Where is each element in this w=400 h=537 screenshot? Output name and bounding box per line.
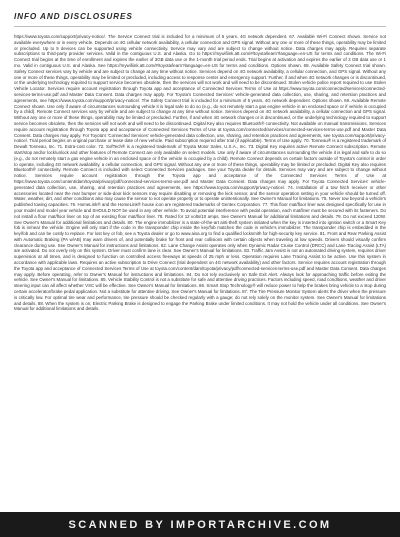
- section-heading: INFO AND DISCLOSURES: [14, 12, 133, 21]
- heading-divider: [14, 26, 386, 27]
- scan-watermark-bar: [0, 512, 400, 537]
- scan-watermark-text: SCANNED BY IMPORTARCHIVE.COM: [68, 518, 332, 531]
- disclosure-paragraph: https://www.toyota.com/support/privacy-notice/. The Service Connect trial is included for a minimum of 5 years. 4G network dependent. 67. Available Wi-Fi Connect shown. Service not available everywhere or in every vehicle. Depends on 4G cellular network availability, a cellular connection and GPS signal. Without any one or more of these things, operability may be limited or precluded. Up to 5 devices can be supported using vehicle connectivity. Service may vary and are subject to change without notice. Data charges may apply. Requires separate subscriptions to third-party provider services. Valid in the contiguous U.S. and Alaska. Go to https://mywifiink.att.com/#/toyota/learn?language=en-US for terms and conditions. The Wi-Fi Connect trial begins at the time of enrollment and expires the earlier of 3GB data use or the 1-month trial period ends. Trial begins at activation and expires the earlier of 3 GB data use or 1 mo. Valid in contiguous U.S. and Alaska. See https://mywifiink.att.com/#/toyota/learn?language=en-US for terms and conditions. Options shown. 68. Available Safety Connect trial shown. Safety Connect services vary by vehicle and are subject to change at any time without notice. Services depend on 4G network availability, a cellular connection, and GPS signal. Without any one or more of these things, operability may be limited or precluded, including access to response center and emergency support. Further, if and when 4G network changes or is discontinued, or the underlying technology required to support service becomes obsolete, then the services will not work and will need to be discontinued. Stolen vehicle police report required to use Stolen Vehicle Locator. Services require account registration through Toyota app and acceptance of Connected Services Terms of Use at https://www.toyota.com/connected/services/connected-services-terms-use.pdf and Master Data Consent. Data charges may apply. For Toyota's Connected Services' vehicle-generated data collection, use, sharing, and retention practices and agreements, see https://www.toyota.com/support/privacy-notice/. The Safety Connect trial is included for a minimum of 5 years, 4G network dependent. Options shown. 69. Available Remote Connect shown. Use only if aware of circumstances surrounding vehicle it is legal safe to do so (e.g., do not remotely start a gas engine vehicle in an enclosed space or if vehicle is occupied by a child). Remote Connect services vary by vehicle and are subject to change at any time without notice. Services depend on 4G network availability, a cellular connection and GPS signal. Without any one or more of these things, operability may be limited or precluded. Further, if and when 4G network changes or is discontinued, or the underlying technology required to support service becomes obsolete, then the services will not work and will need to be discontinued. Digital Key also requires Bluetooth® connectivity. Not available on manual transmissions. Services require account registration through Toyota app and acceptance of Connected Services Terms of Use at toyota.com/connected/services/connected-services-terms-use.pdf and Master Data Consent. Data charges may apply. For Toyota's 'Connected Services' vehicle-generated data collection, use, sharing, and retention practices and agreements, see toyota.com/support/privacy-notice/. Trial period begins on original purchase or lease date of new vehicle. Paid subscription required after trial (if applicable). Terms of Use apply. 70. Tonneau® is a registered trademark of Dewalt Tonneau, Inc. 71. Extra-cost color. 72. SofTech® is a registered trademark of Toyota Motor Sales, U.S.A., Inc. 73. Digital Key requires active Remote Connect subscription. Remote start/stop and/or lock/unlock and other features of Remote Connect are only available on select models. Use only if aware of circumstances surrounding the vehicle it is legal and safe to do so (e.g., do not remotely start a gas engine vehicle in an enclosed space or if the vehicle is occupied by a child). Remote Connect depends on certain factors outside of Toyota's control in order to operate, including 4G network availability, a cellular connection, and GPS signal. Without any one or more of these things, operability may be limited or precluded. Digital Key also requires Bluetooth® connectivity. Remote Connect is included with select Connected Services packages. See your Toyota dealer for details. Services may vary and are subject to change without notice. Services require account registration through the Toyota app and acceptance of the Connected Services Terms of Use at https://www.toyota.com/content/dam/toyota/privacy/pdf/connected-services-terms-use.pdf and Master Data Consent. Data charges may apply. For Toyota Connected Services' vehicle-generated data collection, use, sharing, and retention practices and agreements, see https://www.toyota.com/support/privacy-notice/. 74. Installation of a tow hitch receiver or other accessories located near the rear bumper or side-door kick sensors may require disabling or removing the kick sensor, and the sensor operation setting in your vehicle should be turned off. Water, weather, dirt, and other conditions also may cause the sensor to not operate properly or to operate unintentionally. See Owner's Manual for limitations. 75. Never tow beyond a vehicle's published towing capacities. 76. HomeLink® and the HomeLink® house icon are registered trademarks of Gentex Corporation. 77. This floor mat/floor liner was designed specifically for use in your model and model year vehicle and SHOULD NOT be used in any other vehicle. To avoid potential interference with pedal operation, each mat/liner must be secured with its fasteners. Do not install a floor mat/floor liner on top of an existing floor mat/floor liner. 78. Rated for 12 volts/10 amps. See Owner's Manual for additional limitations and details. 79. Do not exceed 120W. See Owner's Manual for additional limitations and details. 80. The engine immobilizer is a state-of-the-art anti-theft system initiated when the key is inserted into ignition switch or a Smart Key fob is in/near the vehicle. Engine will only start if the code in the transponder chip inside the key/fob matches the code in vehicle's immobilizer. The transponder chip is embedded in the key/fob and can be costly to replace. For lost key or fob, see a Toyota dealer or go to www.aisa.org to find a qualified locksmith for high-security key service. 81. Front and Rear Parking Assist with Automatic Braking (PA w/AB) may warn drivers of, and potentially brake for front and rear collisions with certain objects when traveling at low speeds. Drivers should visually confirm clearance during use. See Owner's Manual for instructions and limitations. 82. Lane Change Assist operates only when Dynamic Radar Cruise Control (DRCC) and Lane Tracing Assist (LTA) are activated. Do not overly rely on this system. Driver must confirm lane is clear. See Owner's Manual for limitations. 83. Traffic Jam Assist is not an automated driving system, requires driver supervision at all times, and is designed to function on controlled access freeways at speeds of 25 mph or less. Operation requires Lane Tracing Assist to be active. Use this system in accordance with applicable laws. Requires an active subscription to Drive Connect (trial dependent on 4G network availability) and other factors. Service requires account registration through the Toyota app and acceptance of Connected Services Terms of Use at toyota.com/content/dam/toyota/privacy/pdf/connected-services-terms-use.pdf and Master Data Consent. Data charges may apply. Before operating, refer to Owner's Manual for instructions and limitations. 84. Do not rely exclusively on Safe Exit Alert. Always look for approaching traffic before exiting the vehicle. See Owner's Manual for limitations. 85. Vehicle Stability Control is not a substitute for safe and attentive driving practices. Factors including speed, road conditions, weather and driver steering input can all affect whether VSC will be effective. See Owner's Manual for limitations. 86. Smart Stop Technology® will reduce power to help the brakes bring vehicle to a stop during certain accelerator/brake pedal application. Not a substitute for attentive driving. See Owner's Manual for limitations. 87. The Tire Pressure Monitor System alerts the driver when the pressure is critically low. For optimal tire wear and performance, tire pressure should be checked regularly with a gauge; do not rely solely on the monitor system. See Owner's Manual for limitations and details. 88. When the system is on, Electric Parking Brake is designed to engage the Parking Brake under limited conditions. It may not hold the vehicle under all conditions. See Owner's Manual for additional limitations and details.: [14, 34, 386, 312]
